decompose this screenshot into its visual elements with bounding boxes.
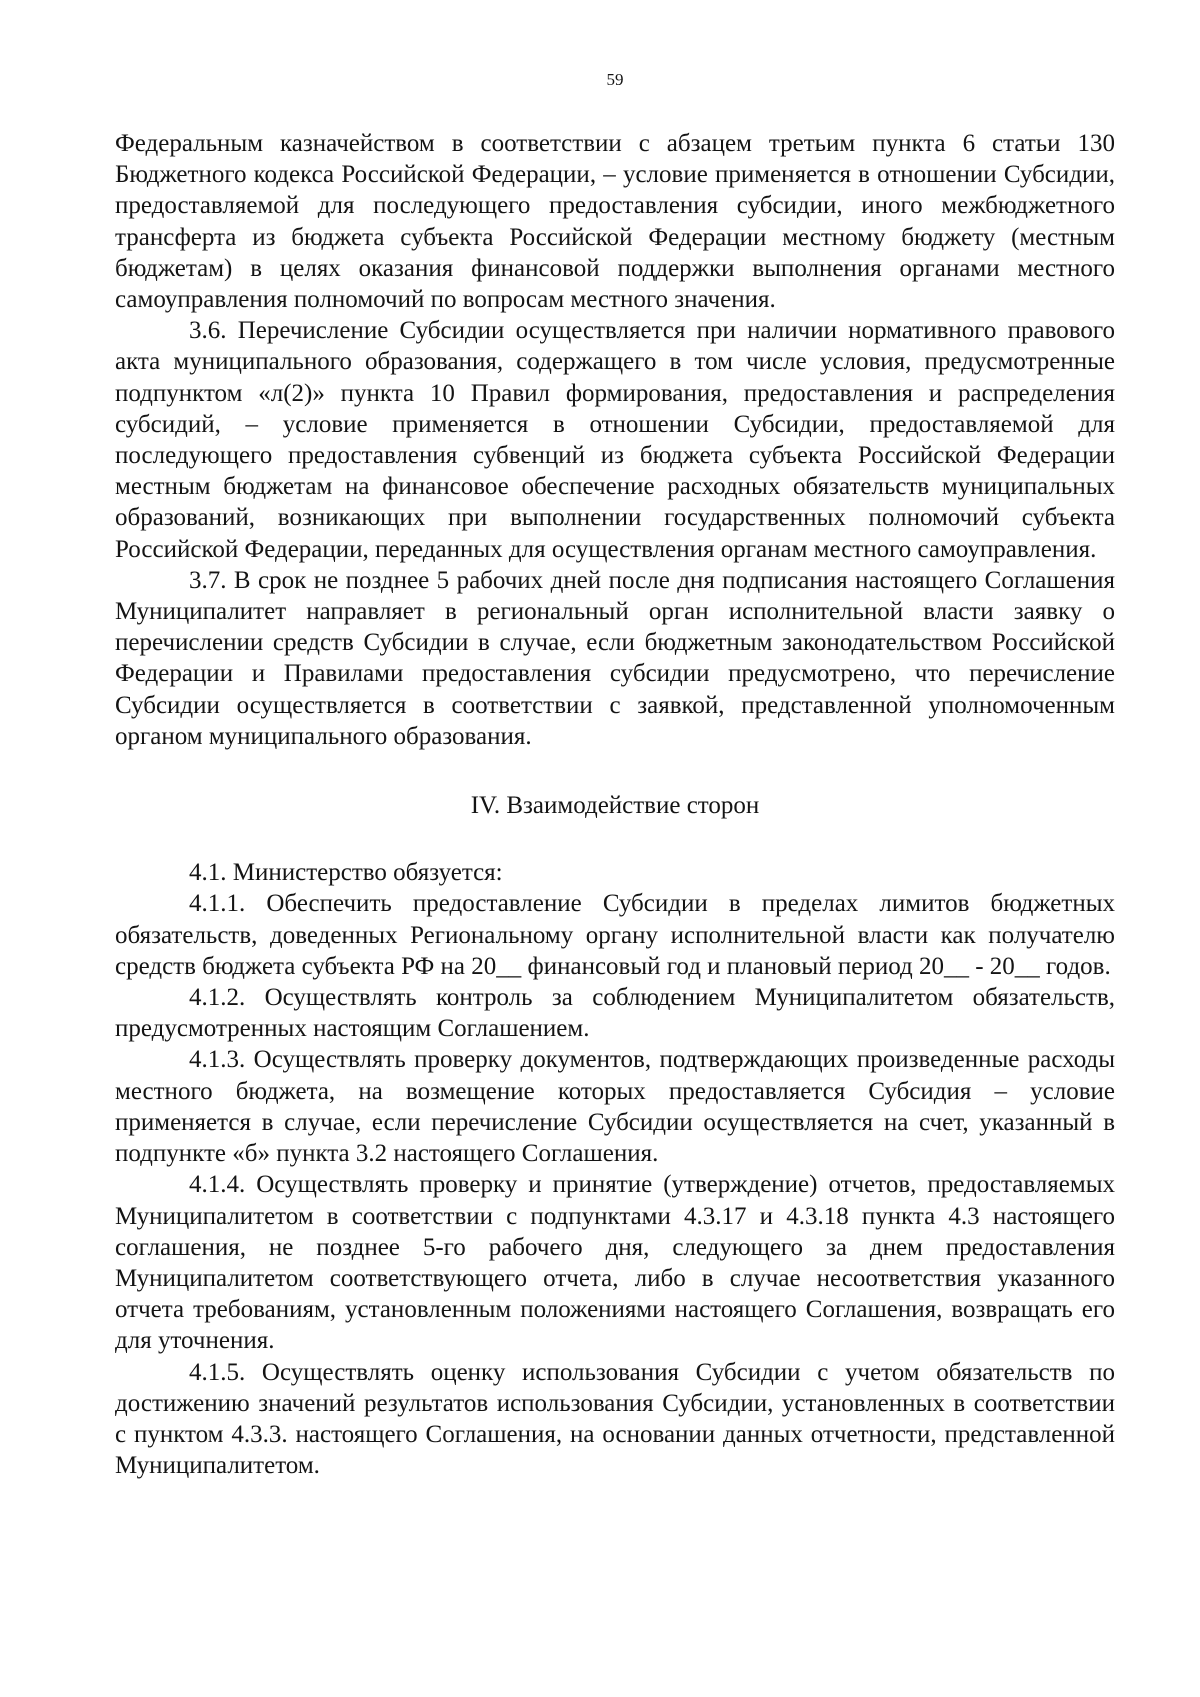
paragraph-4-1-5: 4.1.5. Осуществлять оценку использования Субсидии с учетом обязательств по достижению значений результатов использования Субсидии, установленных в соответствии с пунктом 4.3.3. настоящего Соглашения, на основании данных отчетности, представленной Муниципалитетом. [115,1358,1115,1480]
document-body [115,128,1115,1481]
paragraph-4-1-1: 4.1.1. Обеспечить предоставление Субсидии в пределах лимитов бюджетных обязательств, доведенных Региональному органу исполнительной власти как получателю средств бюджета субъекта РФ на 20__ финансовый год и плановый период 20__ - 20__ годов. [115,890,1115,980]
paragraph-continuation: Федеральным казначейством в соответствии с абзацем третьим пункта 6 статьи 130 Бюджетного кодекса Российской Федерации, – условие применяется в отношении Субсидии, предоставляемой для последующего предоставления субсидии, иного межбюджетного трансферта из бюджета субъекта Российской Федерации местному бюджету (местным бюджетам) в целях оказания финансовой поддержки выполнения органами местного самоуправления полномочий по вопросам местного значения. [115,130,1115,314]
paragraph-4-1-2: 4.1.2. Осуществлять контроль за соблюдением Муниципалитетом обязательств, предусмотренных настоящим Соглашением. [115,984,1115,1043]
paragraph-3-6: 3.6. Перечисление Субсидии осуществляется при наличии нормативного правового акта муниципального образования, содержащего в том числе условия, предусмотренные подпунктом «л(2)» пункта 10 Правил формирования, предоставления и распределения субсидий, – условие применяется в отношении Субсидии, предоставляемой для последующего предоставления субвенций из бюджета субъекта Российской Федерации местным бюджетам на финансовое обеспечение расходных обязательств муниципальных образований, возникающих при выполнении государственных полномочий субъекта Российской Федерации, переданных для осуществления органам местного самоуправления. [115,317,1115,563]
paragraph-3-7: 3.7. В срок не позднее 5 рабочих дней после дня подписания настоящего Соглашения Муниципалитет направляет в региональный орган исполнительной власти заявку о перечислении средств Субсидии в случае, если бюджетным законодательством Российской Федерации и Правилами предоставления субсидии предусмотрено, что перечисление Субсидии осуществляется в соответствии с заявкой, представленной уполномоченным органом муниципального образования. [115,566,1115,750]
page-number: 59 [606,70,624,89]
paragraph-4-1: 4.1. Министерство обязуется: [189,859,503,887]
section-heading: IV. Взаимодействие сторон [470,792,760,820]
paragraph-4-1-3: 4.1.3. Осуществлять проверку документов, подтверждающих произведенные расходы местного бюджета, на возмещение которых предоставляется Субсидия – условие применяется в случае, если перечисление Субсидии осуществляется на счет, указанный в подпункте «б» пункта 3.2 настоящего Соглашения. [115,1046,1115,1168]
paragraph-4-1-4: 4.1.4. Осуществлять проверку и принятие (утверждение) отчетов, предоставляемых Муниципалитетом в соответствии с подпунктами 4.3.17 и 4.3.18 пункта 4.3 настоящего соглашения, не позднее 5-го рабочего дня, следующего за днем предоставления Муниципалитетом соответствующего отчета, либо в случае несоответствия указанного отчета требованиям, установленным положениями настоящего Соглашения, возвращать его для уточнения. [115,1171,1115,1355]
